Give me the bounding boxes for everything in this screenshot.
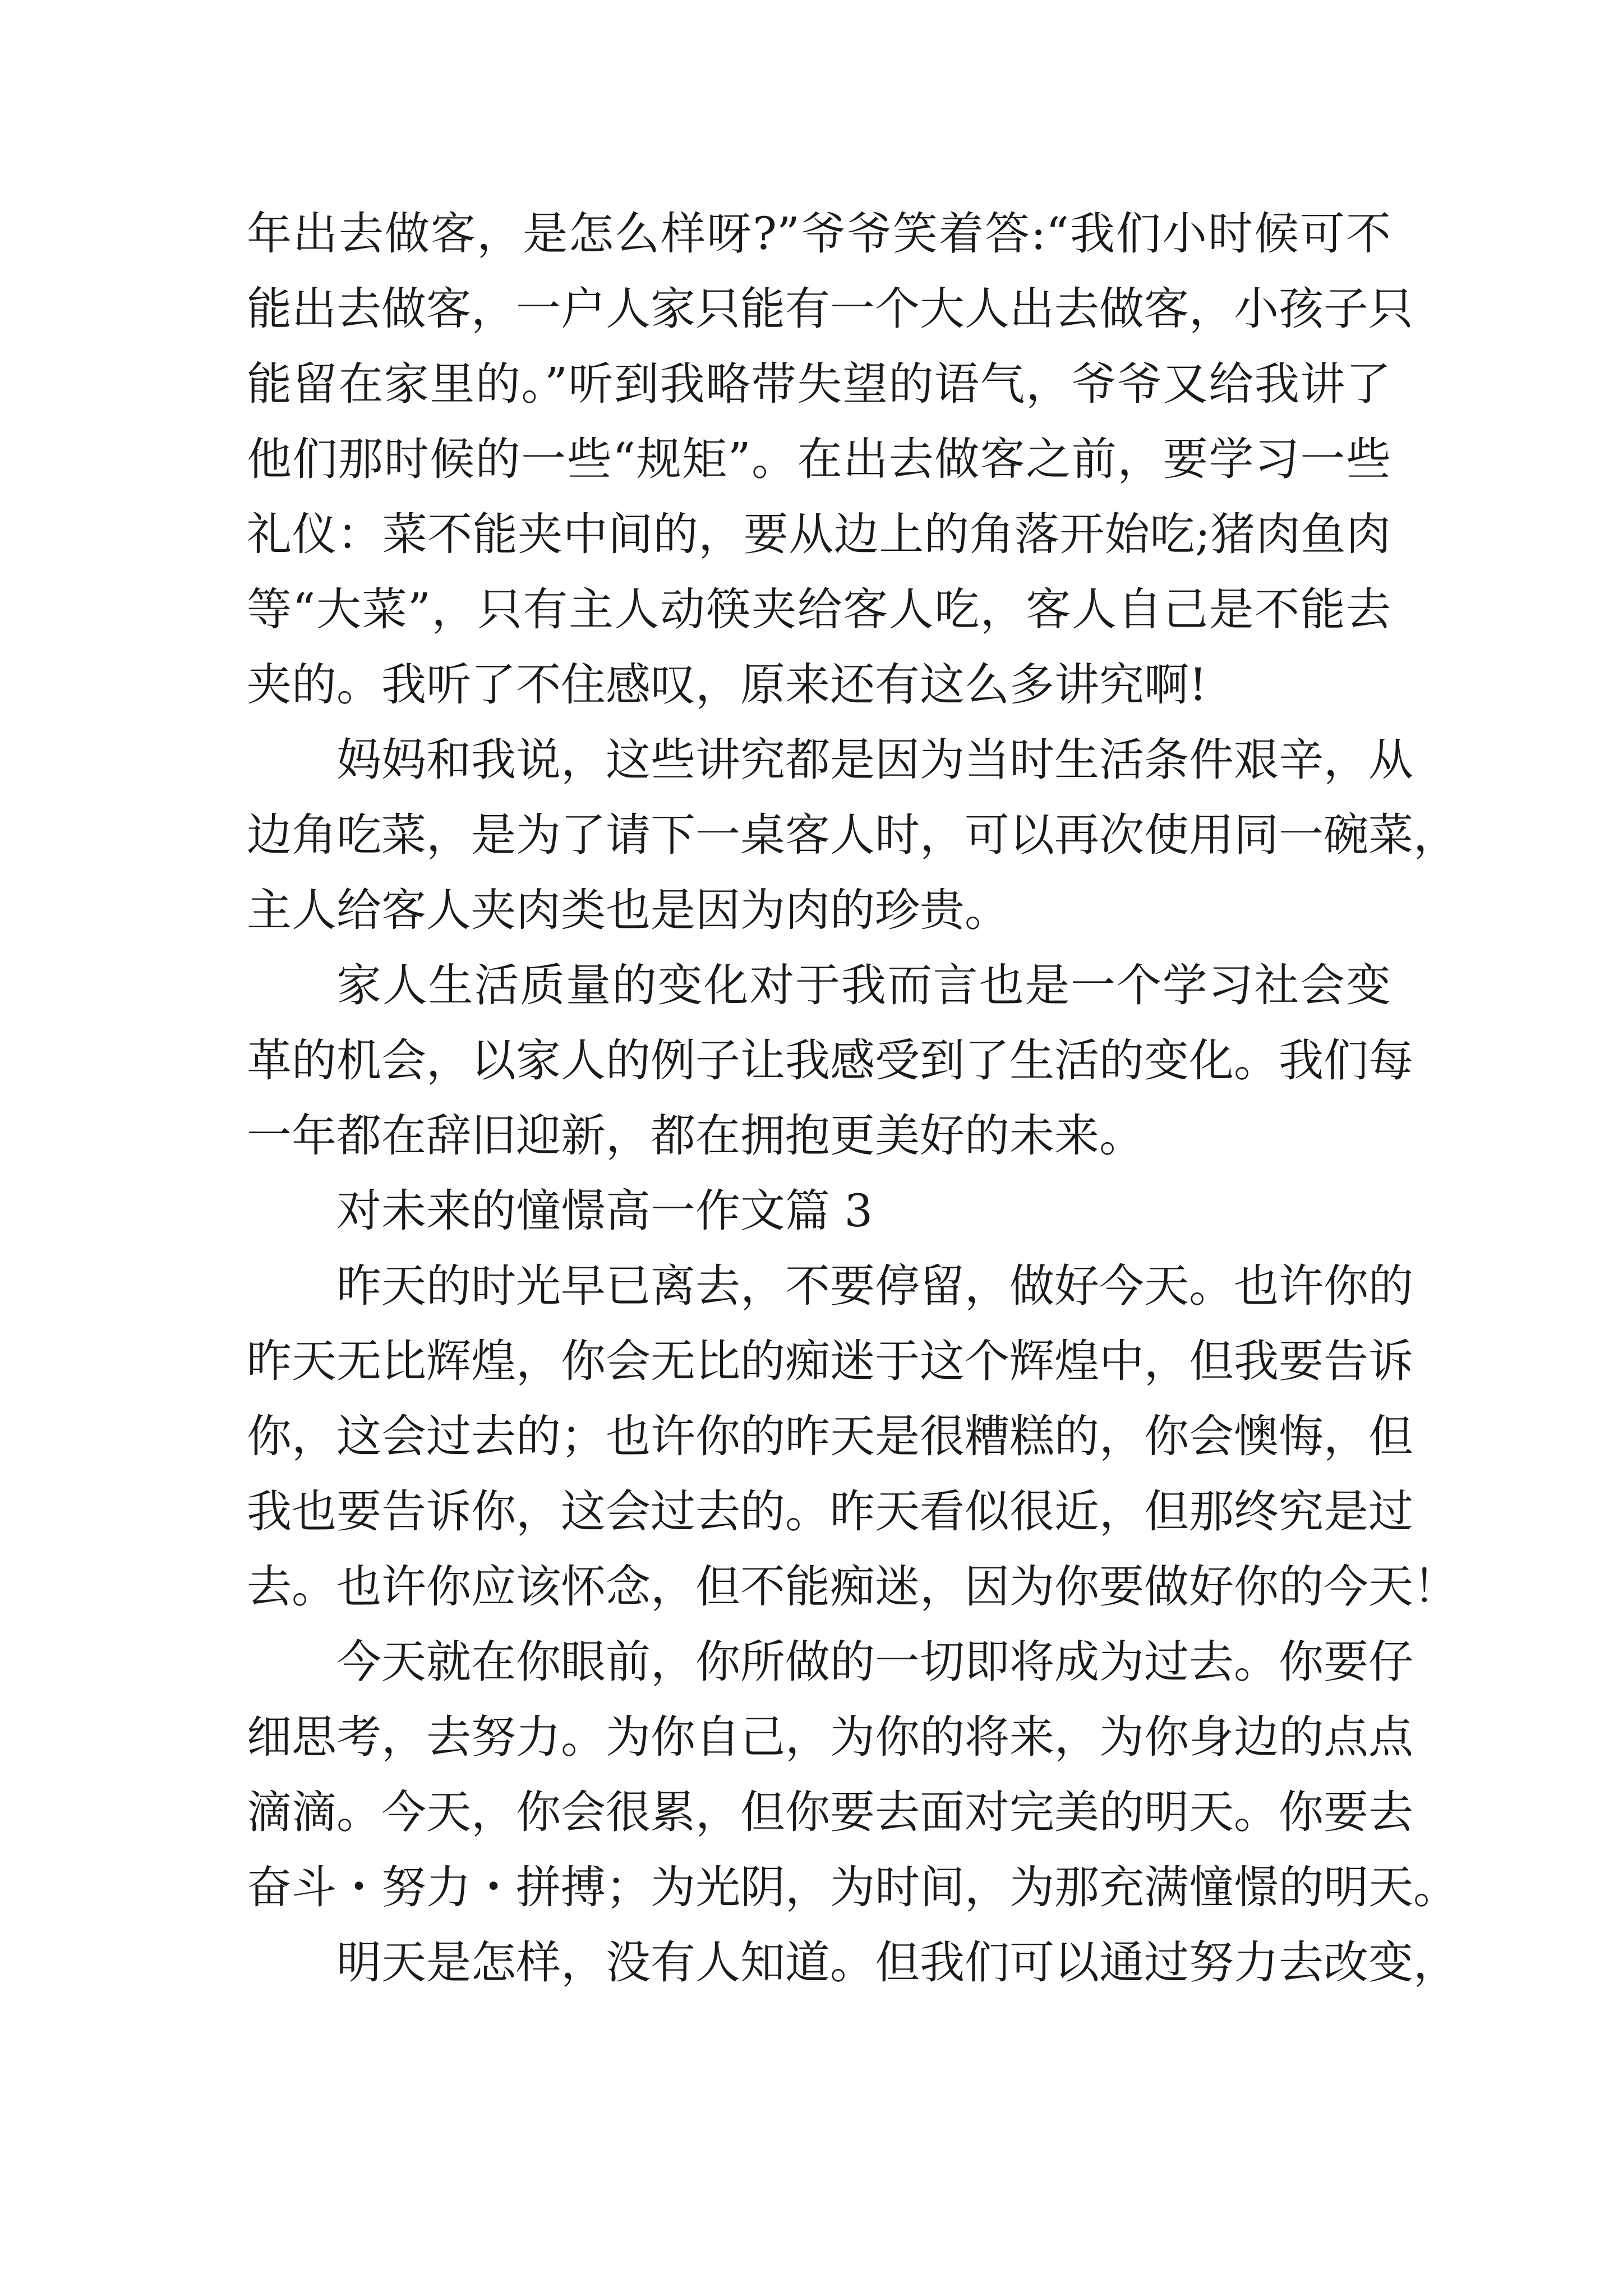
text-line: 年出去做客，是怎么样呀?”爷爷笑着答:“我们小时候可不 — [247, 208, 1391, 260]
text-line: 昨天无比辉煌，你会无比的痴迷于这个辉煌中，但我要告诉 — [247, 1335, 1413, 1387]
text-line: 等“大菜”，只有主人动筷夹给客人吃，客人自己是不能去 — [247, 583, 1391, 636]
text-line: 细思考，去努力。为你自己，为你的将来，为你身边的点点 — [247, 1711, 1413, 1763]
text-line: 能留在家里的。”听到我略带失望的语气，爷爷又给我讲了 — [247, 358, 1391, 410]
text-line: 一年都在辞旧迎新，都在拥抱更美好的未来。 — [247, 1110, 1144, 1162]
text-line: 能出去做客，一户人家只能有一个大人出去做客，小孩子只 — [247, 283, 1413, 335]
paragraph-start-line: 明天是怎样，没有人知道。但我们可以通过努力去改变， — [336, 1936, 1458, 1989]
text-line: 主人给客人夹肉类也是因为肉的珍贵。 — [247, 884, 1009, 936]
text-line: 他们那时候的一些“规矩”。在出去做客之前，要学习一些 — [247, 433, 1391, 485]
text-line: 奋斗・努力・拼搏；为光阴，为时间，为那充满憧憬的明天。 — [247, 1861, 1458, 1913]
text-line: 边角吃菜，是为了请下一桌客人时，可以再次使用同一碗菜， — [247, 809, 1458, 861]
document-body — [247, 196, 1458, 2000]
paragraph-start-line: 妈妈和我说，这些讲究都是因为当时生活条件艰辛，从 — [336, 734, 1413, 786]
text-line: 我也要告诉你，这会过去的。昨天看似很近，但那终究是过 — [247, 1485, 1413, 1538]
text-line: 滴滴。今天，你会很累，但你要去面对完美的明天。你要去 — [247, 1786, 1413, 1838]
text-line: 夹的。我听了不住感叹，原来还有这么多讲究啊! — [247, 659, 1207, 711]
text-line: 去。也许你应该怀念，但不能痴迷，因为你要做好你的今天！ — [247, 1561, 1458, 1613]
paragraph-start-line: 今天就在你眼前，你所做的一切即将成为过去。你要仔 — [336, 1636, 1413, 1688]
text-line: 礼仪：菜不能夹中间的，要从边上的角落开始吃;猪肉鱼肉 — [247, 508, 1391, 560]
text-line: 你，这会过去的；也许你的昨天是很糟糕的，你会懊悔，但 — [247, 1410, 1413, 1462]
text-line: 革的机会，以家人的例子让我感受到了生活的变化。我们每 — [247, 1034, 1413, 1087]
paragraph-start-line: 家人生活质量的变化对于我而言也是一个学习社会变 — [336, 959, 1391, 1011]
section-heading: 对未来的憧憬高一作文篇 3 — [336, 1185, 873, 1237]
paragraph-start-line: 昨天的时光早已离去，不要停留，做好今天。也许你的 — [336, 1260, 1413, 1312]
